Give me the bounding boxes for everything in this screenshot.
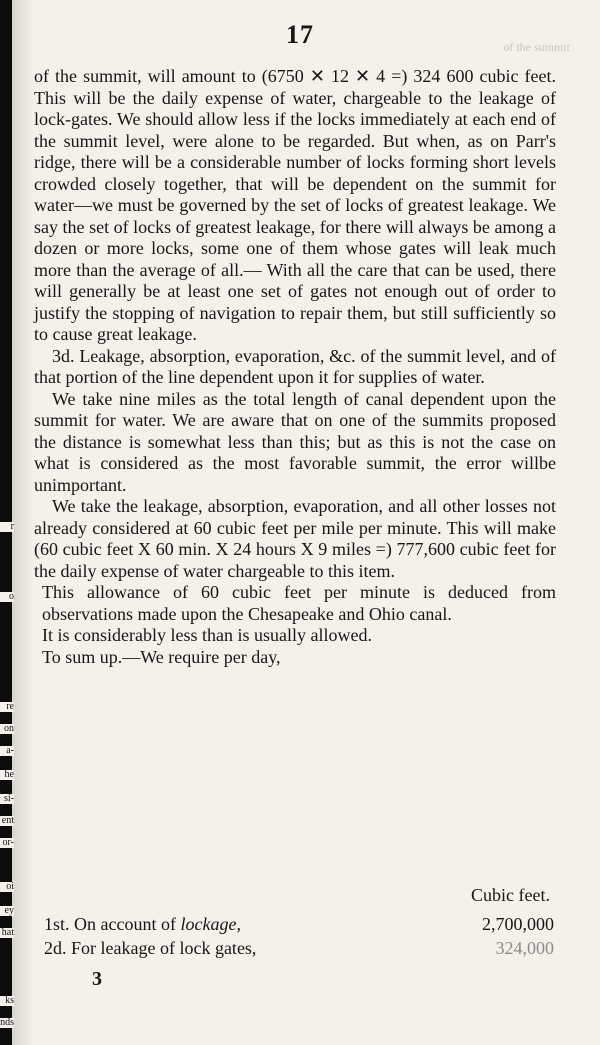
margin-fragment: o: [0, 592, 14, 602]
margin-fragment: nds: [0, 1018, 14, 1028]
paragraph: 3d. Leakage, absorption, evaporation, &c. of the summit level, and of that portion of the line dependent upon it for supplies of water.: [34, 345, 556, 387]
requirement-italic: lockage,: [180, 914, 241, 934]
margin-fragment: r: [0, 522, 14, 532]
margin-fragment: re: [0, 702, 14, 712]
requirement-value: 324,000: [495, 938, 554, 958]
body-text: [34, 66, 556, 668]
requirements-list: [44, 912, 554, 960]
paragraph: We take the leakage, absorption, evaporation, and all other losses not already considered at 60 cubic feet per mile per minute. This will make (60 cubic feet X 60 min. X 24 hours X 9 miles =) 777,600 cubic feet for the daily expense of water chargeable to this item.: [34, 496, 556, 581]
paragraph: It is considerably less than is usually allowed.: [42, 625, 372, 645]
paragraph: of the summit, will amount to (6750 ✕ 12 ✕ 4 =) 324 600 cubic feet. This will be the daily expense of water, chargeable to the leakage of lock-gates. We should allow less if the locks immediately at each end of the summit level, were alone to be regarded. But when, as on Parr's ridge, there will be a considerable number of locks forming short levels crowded closely together, that will be dependent on the summit for water—we must be governed by the set of locks of greatest leakage. We say the set of locks of greatest leakage, for there will always be among a dozen or more locks, some one of them whose gates will leak much more than the average of all.— With all the care that can be used, there will generally be at least one set of gates not enough out of order to justify the stopping of navigation to repair them, but still sufficiently so to cause great leakage.: [34, 66, 556, 344]
margin-fragment: si-: [0, 794, 14, 804]
requirement-row: [44, 936, 554, 960]
requirement-prefix: 1st. On account of: [44, 914, 181, 934]
margin-fragment: on: [0, 724, 14, 734]
bleed-through-text: of the summit: [503, 40, 570, 54]
margin-fragment: a-: [0, 746, 14, 756]
column-header: Cubic feet.: [471, 885, 550, 905]
paragraph: To sum up.—We require per day,: [42, 646, 281, 667]
margin-fragment: ey: [0, 906, 14, 916]
requirement-label: [44, 936, 256, 960]
margin-fragment: ks: [0, 996, 14, 1006]
margin-fragment: he: [0, 770, 14, 780]
requirement-label: [44, 912, 241, 936]
page-number: 17: [286, 20, 314, 49]
requirement-prefix: 2d. For leakage of lock gates,: [44, 938, 257, 958]
margin-fragment: hat: [1, 928, 14, 938]
margin-fragment: or-: [0, 838, 14, 848]
margin-fragments: [0, 0, 34, 1045]
paragraph: This allowance of 60 cubic feet per minute is deduced from observations made upon the Chesapeake and Ohio canal.: [42, 582, 556, 624]
paragraph: We take nine miles as the total length of canal dependent upon the summit for water. We are aware that on one of the summits proposed the distance is somewhat less than this; but as this is not the case on what is considered as the most favorable summit, the error willbe unimportant.: [34, 388, 556, 495]
requirement-row: [44, 912, 554, 936]
requirement-value: 2,700,000: [482, 914, 554, 934]
margin-fragment: oi: [0, 882, 14, 892]
signature-mark: 3: [92, 968, 102, 990]
margin-fragment: ent: [1, 816, 14, 826]
